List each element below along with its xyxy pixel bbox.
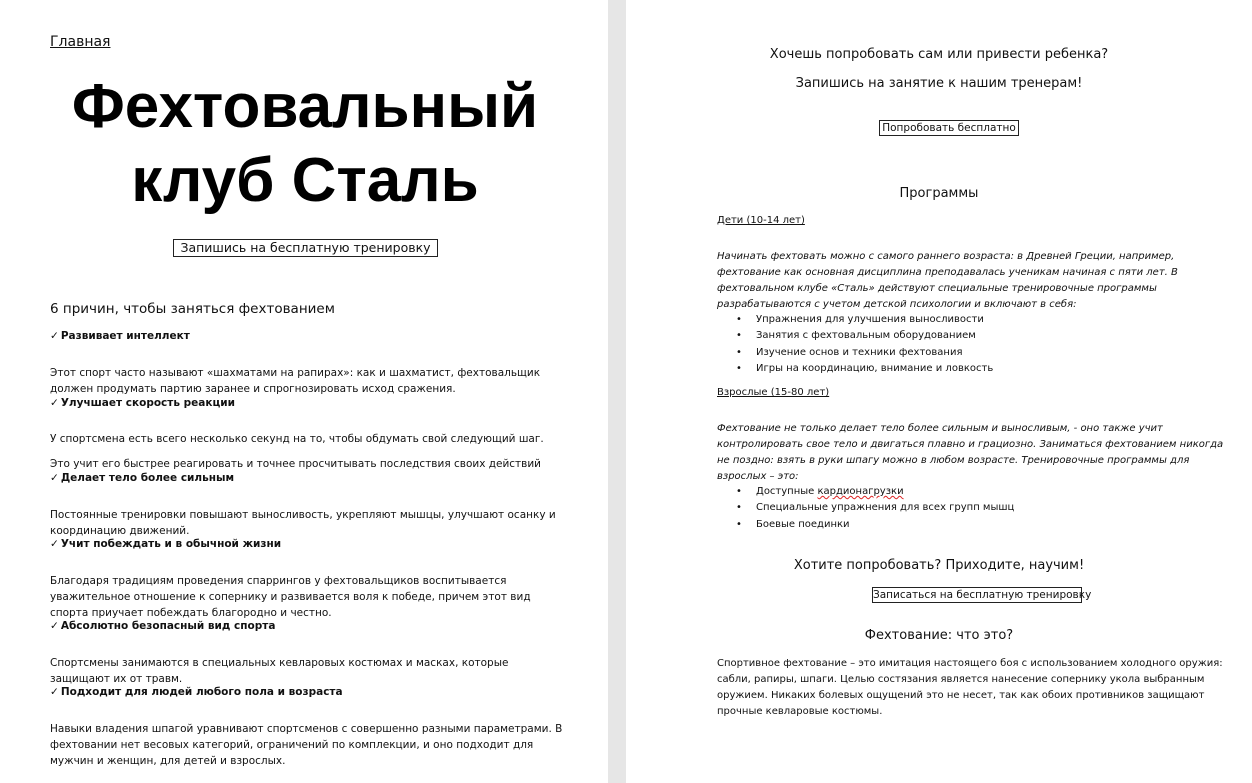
list-item: • Игры на координацию, внимание и ловкость [736, 361, 993, 377]
reason-text: Постоянные тренировки повышают выносливость, укрепляют мышцы, улучшают осанку и координацию движений. [50, 508, 556, 537]
try-free-button[interactable]: Попробовать бесплатно [879, 120, 1019, 136]
invite-question: Хочешь попробовать сам или привести ребенка? [769, 47, 1109, 62]
programs-heading: Программы [899, 186, 979, 201]
reason-title: Учит побеждать и в обычной жизни [60, 538, 282, 550]
spellcheck-word: кардионагрузки [817, 486, 904, 497]
reason-text: Этот спорт часто называют «шахматами на рапирах»: как и шахматист, фехтовальщик должен продумать партию заранее и спрогнозировать исход сражения. [50, 366, 541, 395]
signup-free-training-button[interactable]: Записаться на бесплатную тренировку [873, 589, 1092, 601]
page-left [0, 0, 608, 783]
nav-home-link[interactable]: Главная [50, 34, 111, 50]
check-icon: ✓ [50, 472, 59, 484]
kids-program-title: Дети (10-14 лет) [717, 215, 805, 226]
reason-title: Развивает интеллект [60, 330, 190, 342]
free-training-signup-button[interactable]: Запишись на бесплатную тренировку [173, 239, 438, 257]
check-icon: ✓ [50, 686, 59, 698]
fencing-text: Спортивное фехтование – это имитация настоящего боя с использованием холодного оружия: сабли, рапиры, шпаги. Целью состязания является нанесение сопернику укола выбранным оружием. Никаких болевых ощущений это не несет, так как обоих противников защищают прочные кевларовые костюмы. [717, 658, 1223, 717]
reason-heading [50, 472, 234, 484]
page-right [626, 0, 1252, 783]
reason-title: Подходит для людей любого пола и возраста [60, 686, 343, 698]
list-item: • Специальные упражнения для всех групп мышц [736, 500, 1014, 516]
reason-text: Спортсмены занимаются в специальных кевларовых костюмах и масках, которые защищают их от травм. [50, 656, 509, 685]
reason-heading [50, 330, 190, 342]
reason-heading [50, 620, 275, 632]
adults-program-title: Взрослые (15-80 лет) [717, 387, 830, 398]
list-item: • Занятия с фехтовальным оборудованием [736, 328, 993, 344]
kids-program-text: Начинать фехтовать можно с самого раннего возраста: в Древней Греции, например, фехтование как основная дисциплина преподавалась ученикам начиная с пяти лет. В фехтовальном клубе «Сталь» действуют специальные тренировочные программы разрабатываются с учетом детской психологии и включают в себя: [717, 251, 1178, 310]
reason-title: Улучшает скорость реакции [60, 397, 235, 409]
check-icon: ✓ [50, 620, 59, 632]
reason-text: Навыки владения шпагой уравнивают спортсменов с совершенно разными параметрами. В фехтовании нет весовых категорий, ограничений по комплекции, и оно подходит для мужчин и женщин, для детей и взрослых. [50, 722, 563, 767]
page-title-line-1: Фехтовальный [71, 72, 539, 141]
list-item: • Упражнения для улучшения выносливости [736, 312, 993, 328]
fencing-heading: Фехтование: что это? [864, 628, 1014, 643]
page-title-line-2: клуб Сталь [131, 146, 479, 215]
reason-text: Это учит его быстрее реагировать и точнее просчитывать последствия своих действий [50, 457, 542, 470]
page-title [50, 70, 560, 218]
check-icon: ✓ [50, 538, 59, 550]
check-icon: ✓ [50, 330, 59, 342]
adults-program-text: Фехтование не только делает тело более сильным и выносливым, - оно также учит контролировать свое тело и двигаться плавно и грациозно. Заниматься фехтованием никогда не поздно: взять в руки шпагу можно в любом возрасте. Тренировочные программы для взрослых – это: [717, 423, 1224, 482]
invite-signup-text: Запишись на занятие к нашим тренерам! [795, 76, 1083, 91]
reason-text: Благодаря традициям проведения спаррингов у фехтовальщиков воспитывается уважительное отношение к сопернику и развивается воля к победе, причем этот вид спорта приучает побеждать благородно и честно. [50, 574, 531, 619]
list-item [736, 484, 1014, 500]
adults-program-list [736, 484, 1014, 533]
reason-heading [50, 397, 235, 409]
reason-heading [50, 686, 343, 698]
list-item: • Изучение основ и техники фехтования [736, 345, 993, 361]
list-item-prefix: Доступные [756, 486, 818, 497]
reason-title: Абсолютно безопасный вид спорта [60, 620, 276, 632]
check-icon: ✓ [50, 397, 59, 409]
try-heading: Хотите попробовать? Приходите, научим! [793, 558, 1085, 573]
reason-text: У спортсмена есть всего несколько секунд на то, чтобы обдумать свой следующий шаг. [50, 432, 544, 445]
kids-program-list [736, 312, 993, 377]
reason-heading [50, 538, 281, 550]
reasons-heading: 6 причин, чтобы заняться фехтованием [50, 301, 335, 317]
list-item: • Боевые поединки [736, 517, 1014, 533]
reason-title: Делает тело более сильным [60, 472, 235, 484]
